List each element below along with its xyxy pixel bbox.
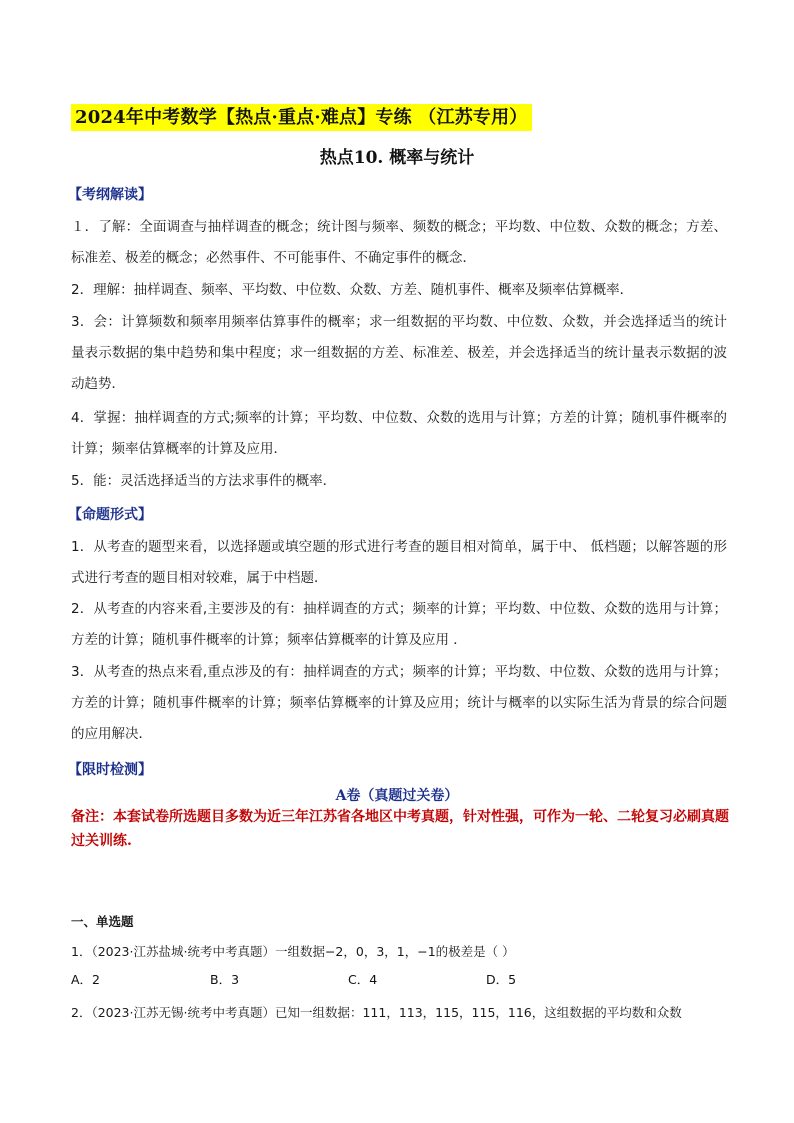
option-b: B．3 <box>210 972 240 987</box>
paper-subtitle: A卷（真题过关卷） <box>335 788 459 804</box>
kaogang-item-2: 2．理解：抽样调查、频率、平均数、中位数、众数、方差、随机事件、概率及频率估算概率． <box>71 282 634 298</box>
kaogang-item-5: 5．能：灵活选择适当的方法求事件的概率． <box>71 473 337 489</box>
series-banner: 2024年中考数学【热点·重点·难点】专练 （江苏专用） <box>71 104 532 131</box>
page-title: 热点10. 概率与统计 <box>319 148 475 168</box>
question-2: 2．（2023·江苏无锡·统考中考真题）已知一组数据：111，113，115，115，116，这组数据的平均数和众数 <box>71 1005 682 1020</box>
mingti-item-1: 1．从考查的题型来看，以选择题或填空题的形式进行考查的题目相对简单，属于中、 低档题；以解答题的形式进行考查的题目相对较难，属于中档题． <box>71 539 727 586</box>
mingti-item-3: 3．从考查的热点来看,重点涉及的有：抽样调查的方式；频率的计算；平均数、中位数、众数的选用与计算；方差的计算；随机事件概率的计算；频率估算概率的计算及应用；统计与概率的以实际生活为背景的综合问题的应用解决． <box>71 664 727 742</box>
option-a: A．2 <box>71 972 101 987</box>
paper-note: 备注：本套试卷所选题目多数为近三年江苏省各地区中考真题，针对性强，可作为一轮、二轮复习必刷真题过关训练. <box>71 809 729 849</box>
kaogang-item-3: 3．会：计算频数和频率用频率估算事件的概率；求一组数据的平均数、中位数、众数，并会选择适当的统计量表示数据的集中趋势和集中程度；求一组数据的方差、标准差、极差，并会选择适当的统计量表示数据的波动趋势． <box>71 314 727 392</box>
option-c: C．4 <box>348 972 378 987</box>
kaogang-item-1: １．了解：全面调查与抽样调查的概念；统计图与频率、频数的概念；平均数、中位数、众数的概念；方差、标准差、极差的概念；必然事件、不可能事件、不确定事件的概念． <box>71 219 727 266</box>
section-heading-kaogang: 【考纲解读】 <box>68 187 152 203</box>
question-1-options <box>71 970 631 990</box>
mingti-item-2: 2．从考查的内容来看,主要涉及的有：抽样调查的方式；频率的计算；平均数、中位数、众数的选用与计算；方差的计算；随机事件概率的计算；频率估算概率的计算及应用 ． <box>71 601 727 648</box>
kaogang-item-4: 4．掌握：抽样调查的方式;频率的计算；平均数、中位数、众数的选用与计算；方差的计算；随机事件概率的计算；频率估算概率的计算及应用． <box>71 410 727 457</box>
question-section-heading: 一、单选题 <box>71 914 134 929</box>
question-1: 1．（2023·江苏盐城·统考中考真题）一组数据−2，0，3，1，−1的极差是（ ） <box>71 944 515 959</box>
section-heading-xianshi: 【限时检测】 <box>68 762 152 778</box>
option-d: D．5 <box>486 972 517 987</box>
section-heading-mingti: 【命题形式】 <box>68 507 152 523</box>
